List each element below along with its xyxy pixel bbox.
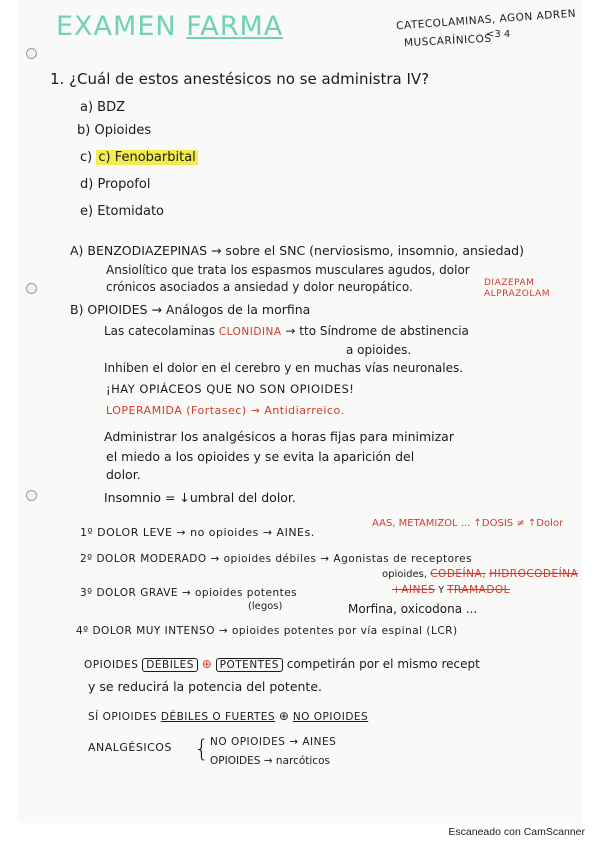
option-c-highlight [96,150,197,165]
ladder-step2-drugs [382,569,578,580]
ladder-step1-drugs: AAS, METAMIZOL ... ↑DOSIS ≠ ↑Dolor [372,518,564,529]
option-c-label: c) Fenobarbital [98,150,196,165]
note-b-line1: B) OPIOIDES → Análogos de la morfina [70,302,311,317]
ladder-step2-extra [392,585,510,596]
page-title [56,13,283,40]
note-a-drugs: DIAZEPAM ALPRAZOLAM [484,278,551,299]
note-b-line2 [104,325,469,338]
summary-compete: competirán por el mismo recept [286,657,480,671]
question-text: 1. ¿Cuál de estos anestésicos no se administra IV? [50,70,430,88]
title-word-examen: EXAMEN [56,11,177,42]
ladder-step2-codeina: CODEÍNA, [430,568,487,580]
binder-hole-top [26,48,37,59]
note-b-line10: Insomnio = ↓umbral del dolor. [104,490,296,505]
ladder-step3: 3º DOLOR GRAVE → opioides potentes [80,587,298,599]
ladder-step2-aines: +AINES [392,584,436,596]
summary-line2: y se reducirá la potencia del potente. [88,679,322,694]
note-b-line7: Administrar los analgésicos a horas fijas para minimizar [104,429,454,444]
summary-si-opioides: SÍ OPIOIDES [88,711,158,723]
summary-plus-crossed: ⊕ [201,657,212,671]
note-b-abstinencia: → tto Síndrome de abstinencia [285,324,469,338]
topright-line2: MUSCARÍNICOS [403,32,492,50]
summary-potentes-box: POTENTES [216,658,283,672]
note-b-line3: a opioides. [346,343,412,357]
note-a-line2: Ansiolítico que trata los espasmos musculares agudos, dolor [106,263,470,277]
summary-line3 [88,710,368,723]
ladder-step2-opioides: opioides, [382,569,428,580]
note-b-line9: dolor. [106,467,141,482]
option-c-letter: c) [80,150,93,165]
summary-line1 [84,658,480,671]
note-b-line5: ¡HAY OPIÁCEOS QUE NO SON OPIOIDES! [106,382,355,396]
note-b-catecolaminas: Las catecolaminas [104,324,216,338]
ladder-step3-note: (legos) [248,601,283,612]
note-a-line1: A) BENZODIAZEPINAS → sobre el SNC (nerviosismo, insomnio, ansiedad) [70,243,524,258]
summary-no-opioides: NO OPIOIDES [292,711,369,723]
topright-mark: <3 4 [486,29,511,40]
summary-debiles-fuertes: DÉBILES O FUERTES [160,711,276,723]
summary-bracket: { [194,735,210,763]
binder-hole-middle [26,283,37,294]
option-e: e) Etomidato [80,204,165,219]
ladder-step1: 1º DOLOR LEVE → no opioides → AINEs. [80,526,315,539]
camscanner-footer: Escaneado con CamScanner [448,826,585,838]
summary-opioides-narcoticos: OPIOIDES → narcóticos [210,755,330,767]
ladder-step2: 2º DOLOR MODERADO → opioides débiles → Agonistas de receptores [80,553,473,565]
ladder-step4: 4º DOLOR MUY INTENSO → opioides potentes por vía espinal (LCR) [76,625,458,637]
summary-debiles-box: DÉBILES [142,658,198,672]
summary-plus: ⊕ [278,709,289,723]
option-d: d) Propofol [80,177,151,192]
option-a: a) BDZ [80,100,126,115]
summary-analgesicos: ANALGÉSICOS [88,741,172,754]
option-b: b) Opioides [77,123,152,138]
note-a-line3: crónicos asociados a ansiedad y dolor neuropático. [106,280,413,294]
option-c [80,151,198,164]
ladder-step2-hidrocodeina: HIDROCODEÍNA [489,568,579,580]
note-b-line4: Inhiben el dolor en el cerebro y en muchas vías neuronales. [104,361,464,375]
ladder-step2-y: Y [438,585,445,596]
note-b-line8: el miedo a los opioides y se evita la aparición del [106,449,415,464]
note-b-clonidina: CLONIDINA [218,326,282,338]
note-b-line6: LOPERAMIDA (Fortasec) → Antidiarreico. [106,404,345,417]
summary-no-opioides-aines: NO OPIOIDES → AINES [210,736,337,748]
ladder-step2-tramadol: TRAMADOL [447,584,511,596]
title-word-farma: FARMA [186,11,284,42]
summary-opioides: OPIOIDES [84,659,139,671]
topright-line1: CATECOLAMINAS, AGON ADREN [395,7,577,33]
binder-hole-lower [26,490,37,501]
ladder-step3-drugs: Morfina, oxicodona ... [348,602,478,616]
